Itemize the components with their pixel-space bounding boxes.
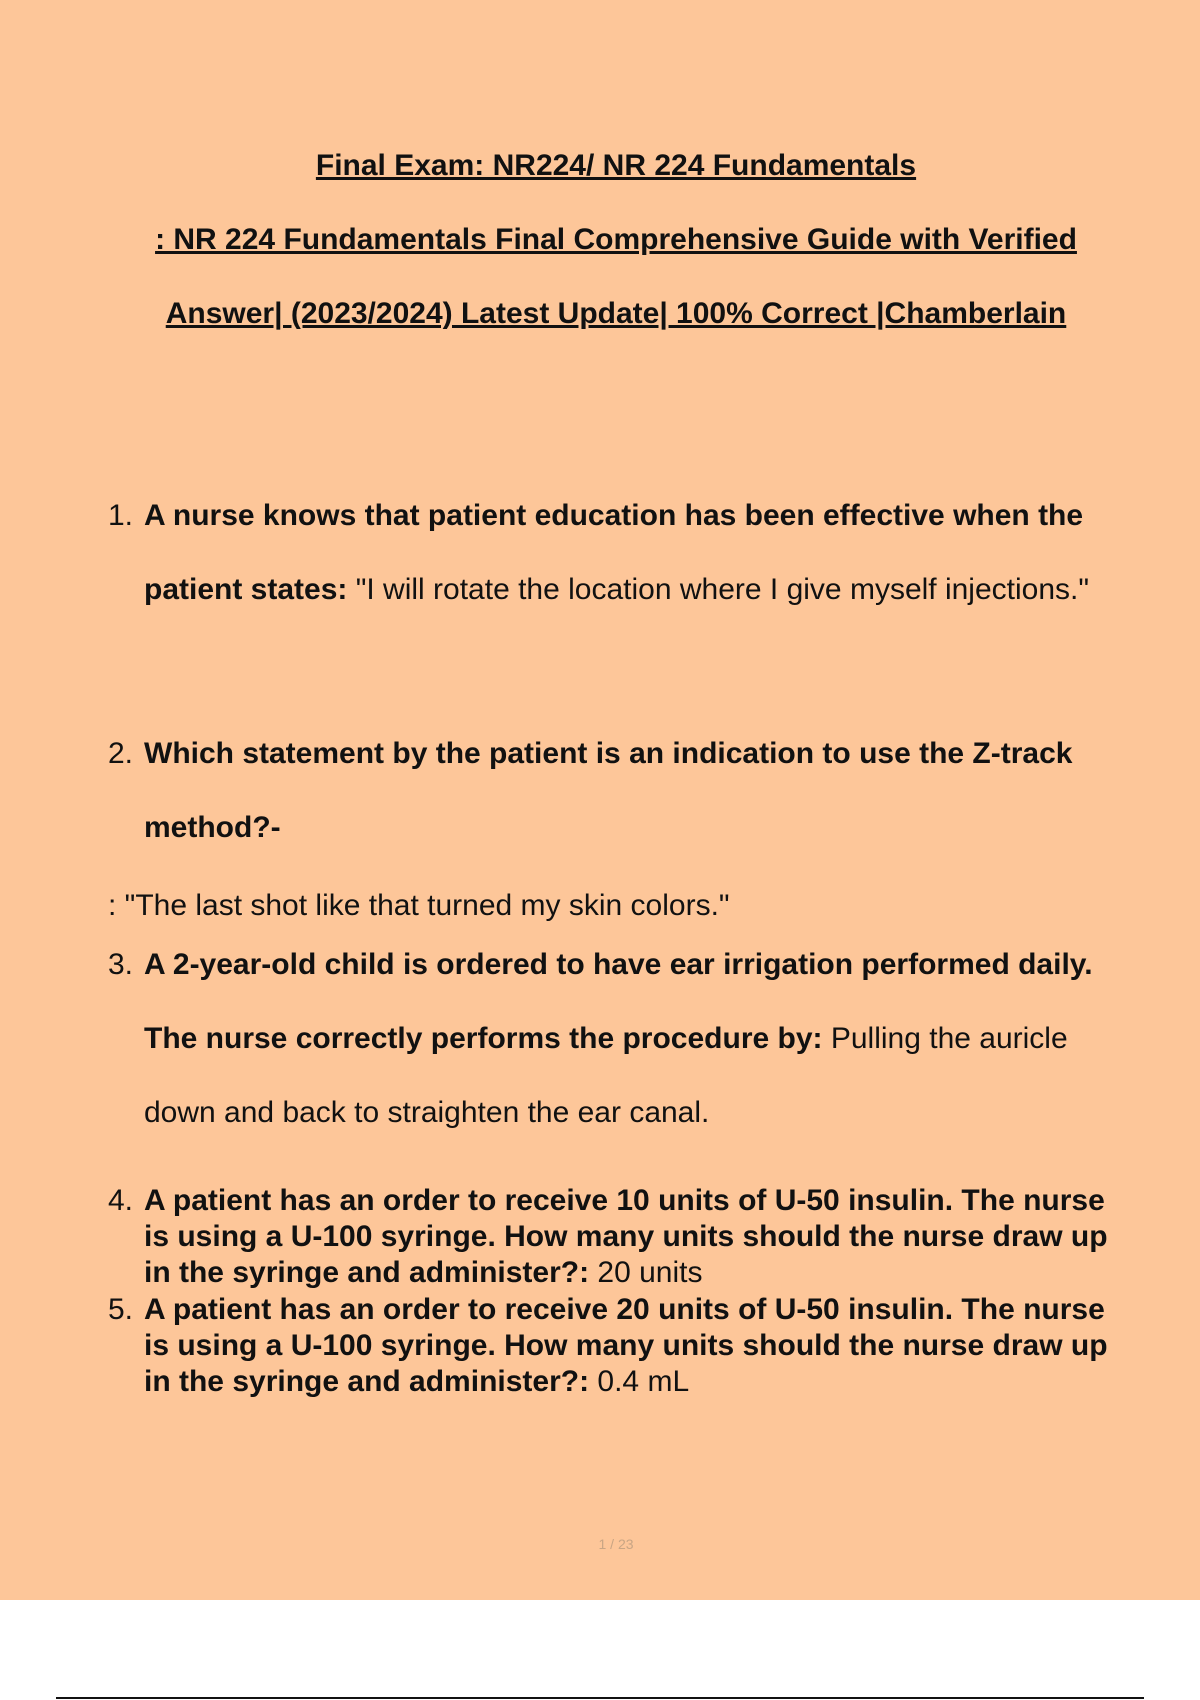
answer-text: "I will rotate the location where I give myself injections." xyxy=(347,573,1090,606)
title-line-2: : NR 224 Fundamentals Final Comprehensive Guide with Verified xyxy=(155,223,1077,256)
question-item xyxy=(108,1292,1138,1400)
question-text: A 2-year-old child is ordered to have ear irrigation performed daily. The nurse correctly performs the procedure by: xyxy=(144,948,1093,1055)
question-item xyxy=(108,928,1138,1150)
title-line-3: Answer| (2023/2024) Latest Update| 100% Correct |Chamberlain xyxy=(165,297,1067,330)
question-number: 5. xyxy=(108,1293,134,1326)
answer-text: 0.4 mL xyxy=(589,1365,690,1398)
question-item xyxy=(108,717,1138,865)
answer-text: : "The last shot like that turned my skin colors." xyxy=(108,889,730,922)
question-text: A patient has an order to receive 20 units of U-50 insulin. The nurse is using a U-100 syringe. How many units should the nurse draw up in the syringe and administer?: xyxy=(144,1293,1108,1398)
question-number: 1. xyxy=(108,499,134,532)
title-line-1: Final Exam: NR224/ NR 224 Fundamentals xyxy=(315,149,917,182)
page-divider xyxy=(56,1697,1144,1699)
question-number: 2. xyxy=(108,737,134,770)
question-text: A nurse knows that patient education has been effective when the patient states: xyxy=(144,499,1084,606)
question-item xyxy=(108,479,1138,627)
answer-text: 20 units xyxy=(589,1256,703,1289)
question-text: Which statement by the patient is an indication to use the Z-track method?- xyxy=(144,737,1073,844)
question-text: A patient has an order to receive 10 units of U-50 insulin. The nurse is using a U-100 syringe. How many units should the nurse draw up in the syringe and administer?: xyxy=(144,1184,1108,1289)
question-number: 4. xyxy=(108,1184,134,1217)
page-indicator: 1 / 23 xyxy=(598,1536,634,1552)
question-item xyxy=(108,1183,1138,1291)
answer-text: Pulling the auricle down and back to straighten the ear canal. xyxy=(144,1022,1068,1129)
question-number: 3. xyxy=(108,948,134,981)
